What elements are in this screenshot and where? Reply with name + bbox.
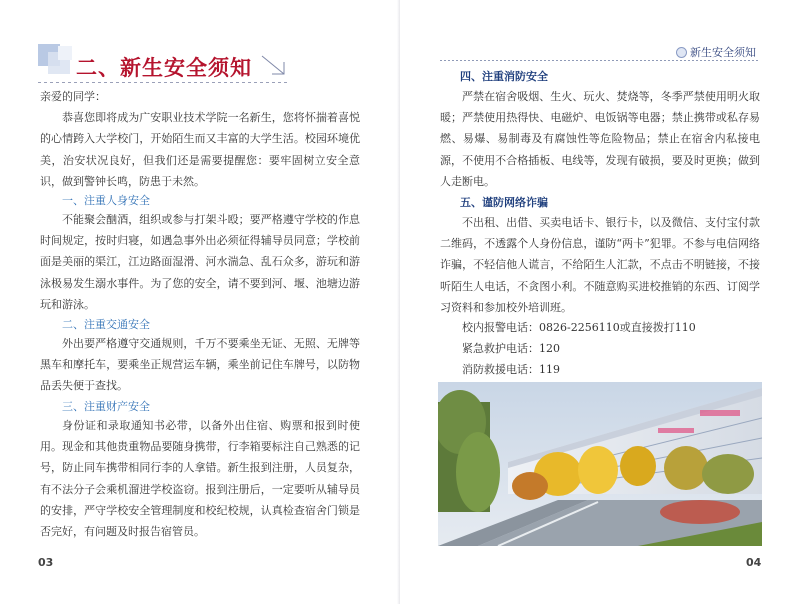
greeting: 亲爱的同学： xyxy=(40,90,106,103)
corner-arrow-icon xyxy=(258,52,288,78)
paragraph: 不出租、出借、买卖电话卡、银行卡，以及微信、支付宝付款二维码，不透露个人身份信息，谨防“两卡”犯罪。不参与电信网络诈骗，不轻信他人谎言，不给陌生人汇款，不点击不明链接，不接听陌生人电话，不贪图小利。不随意购买进校推销的东西、订阅学习资料和参加校外培训班。 xyxy=(440,216,760,314)
section-body-traffic-safety xyxy=(40,333,360,397)
section-body-fire-safety xyxy=(440,86,760,192)
bullet-icon xyxy=(676,47,687,58)
contact-ambulance: 紧急救护电话：120 xyxy=(462,342,560,355)
contact-fire: 消防救援电话：119 xyxy=(462,363,560,376)
section-heading-property-safety: 三、注重财产安全 xyxy=(62,400,150,413)
header-divider xyxy=(440,60,760,61)
section-heading-personal-safety: 一、注重人身安全 xyxy=(62,194,150,207)
section-heading-fire-safety: 四、注重消防安全 xyxy=(460,70,548,83)
running-header xyxy=(676,44,756,60)
title-decoration-square xyxy=(58,46,72,60)
page-number: 04 xyxy=(746,556,762,569)
campus-illustration xyxy=(438,382,762,546)
contact-police: 校内报警电话：0826-2256110或直接拨打110 xyxy=(462,321,696,334)
page-title: 二、新生安全须知 xyxy=(76,56,252,80)
intro-paragraph: 恭喜您即将成为广安职业技术学院一名新生，您将怀揣着喜悦的心情跨入大学校门，开始陌生而又丰富的大学生活。校园环境优美，治安状况良好，但我们还是需要提醒您：要牢固树立安全意识，做到警钟长鸣，防患于未然。 xyxy=(40,111,360,188)
running-header-text: 新生安全须知 xyxy=(690,46,756,59)
section-heading-network-fraud: 五、谨防网络诈骗 xyxy=(460,196,548,209)
paragraph: 不能聚会酗酒，组织或参与打架斗殴；要严格遵守学校的作息时间规定，按时归寝，如遇急事外出必须征得辅导员同意；学校前面是美丽的渠江，江边路面湿滑、河水湍急、乱石众多，游玩和游泳极易发生溺水事件。为了您的安全，请不要到河、堰、池塘边游玩和游泳。 xyxy=(40,213,360,311)
section-body-property-safety xyxy=(40,415,360,542)
paragraph: 外出要严格遵守交通规则，千万不要乘坐无证、无照、无牌等黑车和摩托车，要乘坐正规营运车辆，乘坐前记住车牌号，以防物品丢失便于查找。 xyxy=(40,337,360,393)
section-heading-traffic-safety: 二、注重交通安全 xyxy=(62,318,150,331)
intro-block xyxy=(40,86,360,192)
page-number: 03 xyxy=(38,556,54,569)
campus-photo xyxy=(438,382,762,546)
title-divider xyxy=(38,82,288,83)
section-body-network-fraud xyxy=(440,212,760,318)
paragraph: 严禁在宿舍吸烟、生火、玩火、焚烧等，冬季严禁使用明火取暖；严禁使用热得快、电磁炉、电饭锅等电器；禁止携带或私存易燃、易爆、易制毒及有腐蚀性等危险物品；禁止在宿舍内私接电源，不使用不合格插板、电线等，发现有破损，要及时更换；做到人走断电。 xyxy=(440,90,760,188)
section-body-personal-safety xyxy=(40,209,360,315)
paragraph: 身份证和录取通知书必带，以备外出住宿、购票和报到时使用。现金和其他贵重物品要随身携带，行李箱要标注自己熟悉的记号，防止同车携带相同行李的人拿错。新生报到注册，人员复杂，有不法分子会乘机溜进学校盗窃。报到注册后，一定要听从辅导员的安排，严守学校安全管理制度和校纪校规，认真检查宿舍门锁是否完好，有问题及时报告宿管员。 xyxy=(40,419,360,539)
